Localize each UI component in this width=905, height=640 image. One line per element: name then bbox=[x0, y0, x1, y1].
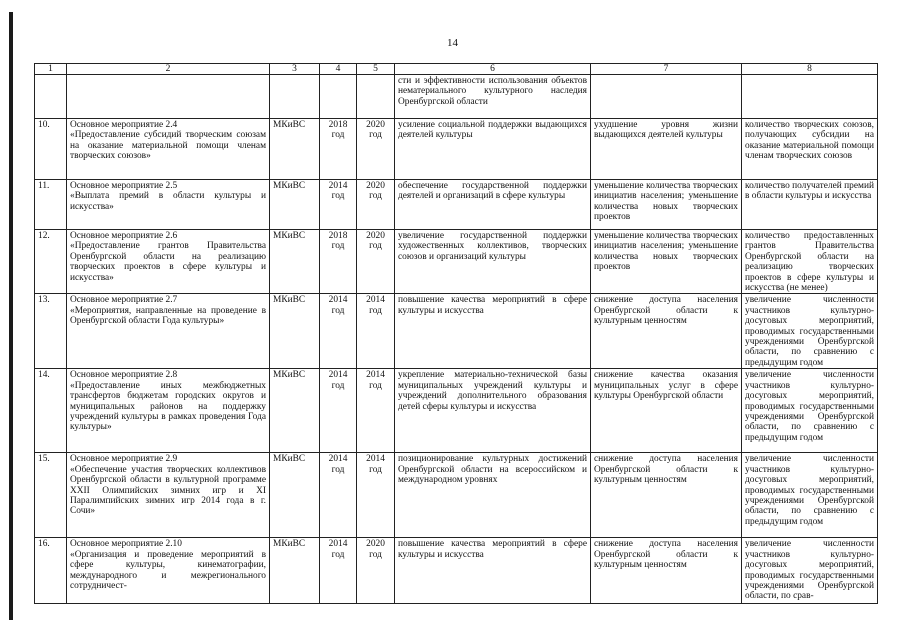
executor-cell: МКиВС bbox=[270, 369, 320, 453]
executor-cell: МКиВС bbox=[270, 180, 320, 230]
activity-title: Основное мероприятие 2.7 bbox=[70, 295, 178, 306]
table-row bbox=[35, 180, 878, 230]
activity-title: Основное мероприятие 2.10 bbox=[70, 539, 182, 550]
executor-cell: МКиВС bbox=[270, 453, 320, 538]
end-year-cell: 2020 год bbox=[357, 230, 395, 294]
activity-description: «Выплата премий в области культуры и искусства» bbox=[70, 191, 266, 212]
header-cell: 5 bbox=[357, 64, 395, 75]
header-cell: 4 bbox=[320, 64, 357, 75]
activity-cell bbox=[67, 180, 270, 230]
consequence-cell: уменьшение количества творческих инициатив населения; уменьшение количества новых творческих проектов bbox=[591, 230, 742, 294]
row-number: 10. bbox=[35, 119, 67, 180]
page-number: 14 bbox=[447, 37, 458, 49]
activity-title: Основное мероприятие 2.8 bbox=[70, 370, 178, 381]
activity-title: Основное мероприятие 2.9 bbox=[70, 454, 178, 465]
table-row bbox=[35, 538, 878, 604]
table-row bbox=[35, 119, 878, 180]
activity-description: «Организация и проведение мероприятий в сфере культуры, кинематографии, международного и межрегионального сотрудничест- bbox=[70, 549, 266, 591]
row-number: 14. bbox=[35, 369, 67, 453]
start-year-cell: 2014 год bbox=[320, 538, 357, 604]
activity-cell bbox=[67, 453, 270, 538]
consequence-cell: снижение доступа населения Оренбургской области к культурным ценностям bbox=[591, 453, 742, 538]
activity-description: «Обеспечение участия творческих коллективов Оренбургской области в культурной программе XXII Олимпийских зимних игр и XI Паралимпийских зимних игр 2014 года в г. Сочи» bbox=[70, 464, 266, 517]
consequence-cell: ухудшение уровня жизни выдающихся деятелей культуры bbox=[591, 119, 742, 180]
activity-cell bbox=[67, 294, 270, 369]
executor-cell: МКиВС bbox=[270, 538, 320, 604]
activity-cell bbox=[67, 119, 270, 180]
end-year-cell: 2014 год bbox=[357, 294, 395, 369]
table-row bbox=[35, 294, 878, 369]
result-cell: обеспечение государственной поддержки деятелей и организаций в сфере культуры bbox=[395, 180, 591, 230]
activity-description: «Мероприятия, направленные на проведение в Оренбургской области Года культуры» bbox=[70, 305, 266, 327]
activity-title: Основное мероприятие 2.6 bbox=[70, 231, 178, 241]
row-number: 16. bbox=[35, 538, 67, 604]
activity-cell bbox=[67, 538, 270, 604]
result-cell: сти и эффективности использования объектов нематериального культурного наследия Оренбургской области bbox=[395, 75, 591, 119]
table-row bbox=[35, 369, 878, 453]
indicator-cell: увеличение численности участников культурно-досуговых мероприятий, проводимых государственными учреждениями Оренбургской области, по срав- bbox=[742, 538, 878, 604]
start-year-cell: 2014 год bbox=[320, 369, 357, 453]
end-year-cell: 2014 год bbox=[357, 453, 395, 538]
activity-title: Основное мероприятие 2.4 bbox=[70, 120, 178, 130]
end-year-cell: 2020 год bbox=[357, 180, 395, 230]
end-year-cell: 2014 год bbox=[357, 369, 395, 453]
indicator-cell: увеличение численности участников культурно-досуговых мероприятий, проводимых государственными учреждениями Оренбургской области, по сравнению с предыдущим годом bbox=[742, 453, 878, 538]
indicator-cell: количество предоставленных грантов Правительства Оренбургской области на реализацию творческих проектов в сфере культуры и искусства (не менее) bbox=[742, 230, 878, 294]
indicator-cell: количество получателей премий в области культуры и искусства bbox=[742, 180, 878, 230]
start-year-cell: 2018 год bbox=[320, 230, 357, 294]
start-year-cell: 2014 год bbox=[320, 294, 357, 369]
result-cell: позиционирование культурных достижений Оренбургской области на всероссийском и международном уровнях bbox=[395, 453, 591, 538]
result-cell: укрепление материально-технической базы муниципальных учреждений культуры и учреждений дополнительного образования детей сферы культуры и искусства bbox=[395, 369, 591, 453]
result-cell: повышение качества мероприятий в сфере культуры и искусства bbox=[395, 538, 591, 604]
header-cell: 7 bbox=[591, 64, 742, 75]
header-cell: 2 bbox=[67, 64, 270, 75]
start-year-cell: 2018 год bbox=[320, 119, 357, 180]
consequence-cell: снижение качества оказания муниципальных услуг в сфере культуры Оренбургской области bbox=[591, 369, 742, 453]
header-cell: 3 bbox=[270, 64, 320, 75]
consequence-cell: снижение доступа населения Оренбургской области к культурным ценностям bbox=[591, 538, 742, 604]
consequence-cell: снижение доступа населения Оренбургской области к культурным ценностям bbox=[591, 294, 742, 369]
header-cell: 6 bbox=[395, 64, 591, 75]
header-row bbox=[35, 64, 878, 75]
executor-cell: МКиВС bbox=[270, 294, 320, 369]
executor-cell: МКиВС bbox=[270, 119, 320, 180]
table-row bbox=[35, 453, 878, 538]
result-cell: увеличение государственной поддержки художественных коллективов, творческих союзов и организаций культуры bbox=[395, 230, 591, 294]
activity-description: «Предоставление иных межбюджетных трансфертов бюджетам городских округов и муниципальных районов на поддержку учреждений культуры в рамках проведения Года культуры» bbox=[70, 380, 266, 433]
result-cell: повышение качества мероприятий в сфере культуры и искусства bbox=[395, 294, 591, 369]
row-number: 12. bbox=[35, 230, 67, 294]
row-number: 15. bbox=[35, 453, 67, 538]
activity-cell bbox=[67, 369, 270, 453]
row-number: 13. bbox=[35, 294, 67, 369]
header-cell: 1 bbox=[35, 64, 67, 75]
executor-cell: МКиВС bbox=[270, 230, 320, 294]
header-cell: 8 bbox=[742, 64, 878, 75]
end-year-cell: 2020 год bbox=[357, 119, 395, 180]
continuation-row bbox=[35, 75, 878, 119]
result-cell: усиление социальной поддержки выдающихся деятелей культуры bbox=[395, 119, 591, 180]
start-year-cell: 2014 год bbox=[320, 180, 357, 230]
table-row bbox=[35, 230, 878, 294]
activity-description: «Предоставление грантов Правительства Оренбургской области на реализацию творческих проектов в сфере культуры и искусства» bbox=[70, 241, 266, 283]
indicator-cell: увеличение численности участников культурно-досуговых мероприятий, проводимых государственными учреждениями Оренбургской области, по сравнению с предыдущим годом bbox=[742, 369, 878, 453]
activity-title: Основное мероприятие 2.5 bbox=[70, 181, 178, 191]
activity-cell bbox=[67, 230, 270, 294]
activities-table bbox=[34, 63, 878, 604]
indicator-cell: количество творческих союзов, получающих субсидии на оказание материальной помощи членам творческих союзов bbox=[742, 119, 878, 180]
start-year-cell: 2014 год bbox=[320, 453, 357, 538]
activity-description: «Предоставление субсидий творческим союзам на оказание материальной помощи членам творческих союзов» bbox=[70, 130, 266, 162]
indicator-cell: увеличение численности участников культурно-досуговых мероприятий, проводимых государственными учреждениями Оренбургской области, по сравнению с предыдущим годом bbox=[742, 294, 878, 369]
consequence-cell: уменьшение количества творческих инициатив населения; уменьшение количества новых творческих проектов bbox=[591, 180, 742, 230]
row-number: 11. bbox=[35, 180, 67, 230]
scan-edge-bar bbox=[9, 12, 13, 620]
end-year-cell: 2020 год bbox=[357, 538, 395, 604]
